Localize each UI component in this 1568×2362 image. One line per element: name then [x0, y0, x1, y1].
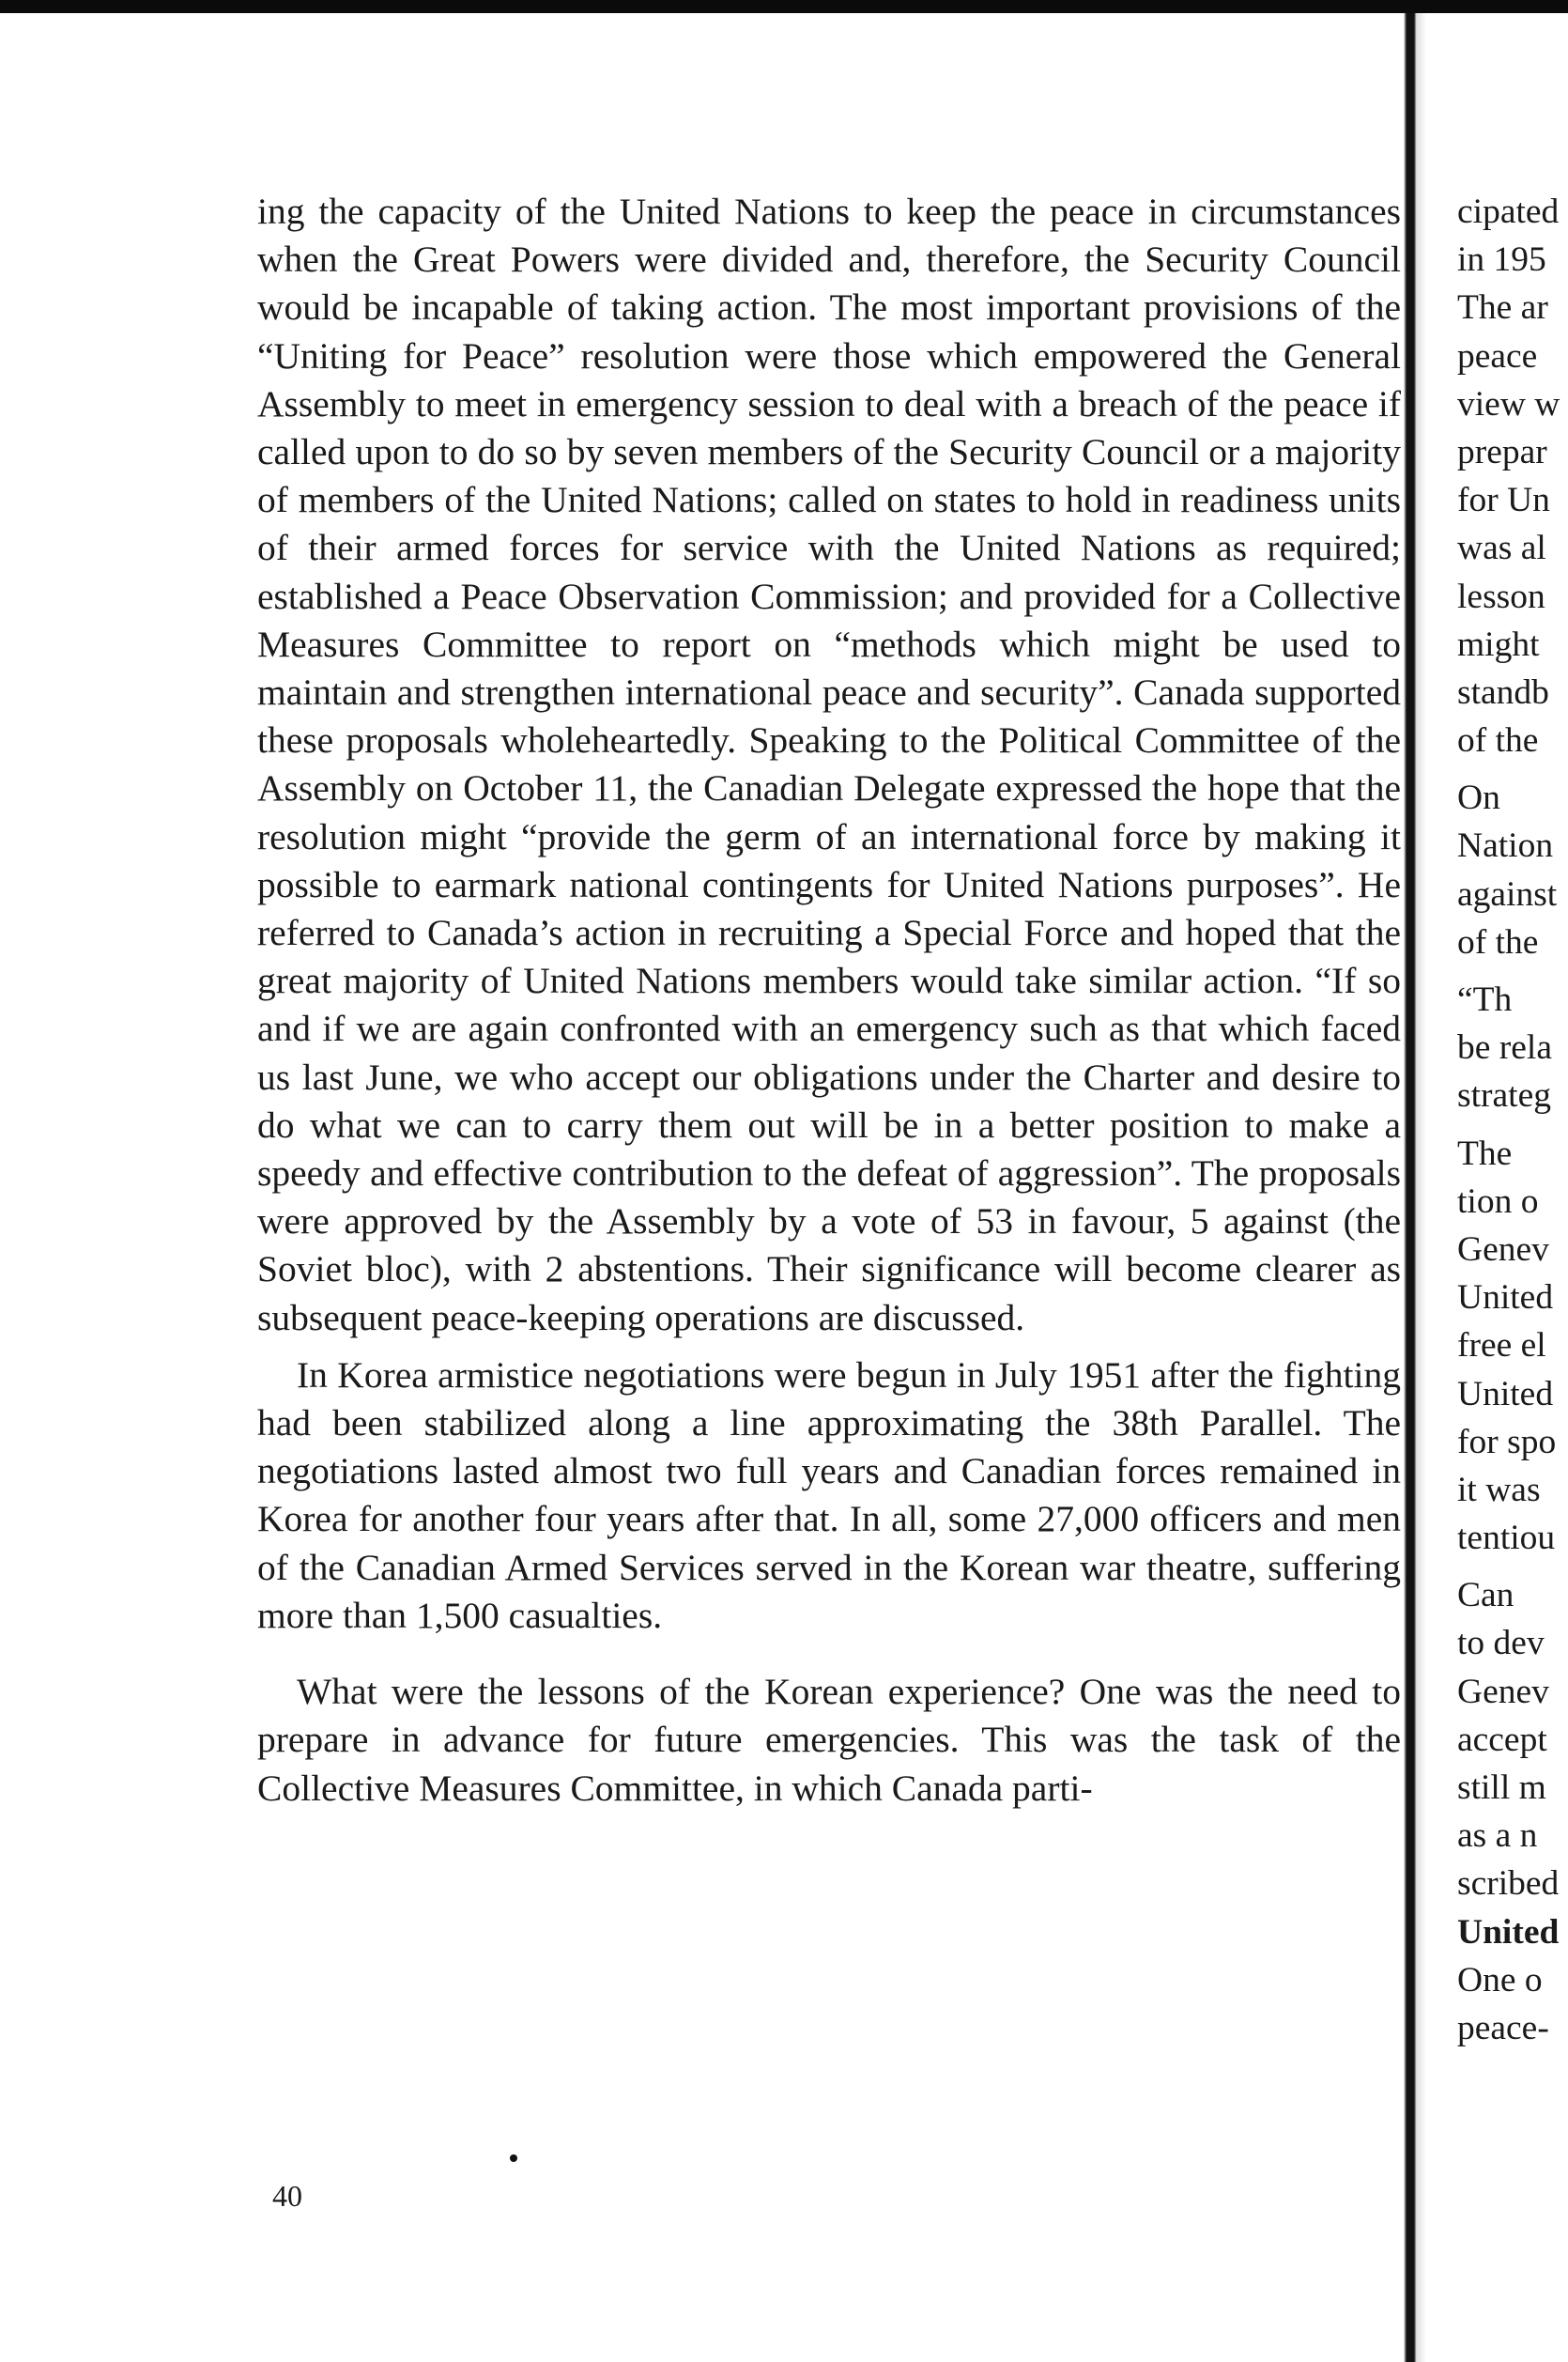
right-line: tion o: [1457, 1181, 1539, 1221]
paragraph-uniting-for-peace: ing the capacity of the United Nations to keep the peace in circumstances when the Great Powers were divided and, therefore, the Security Council would be incapable of taking action. The most important provisions of the “Uniting for Peace” resolution were those which empowered the General Assembly to meet in emergency session to deal with a breach of the peace if called upon to do so by seven members of the Security Council or a majority of members of the United Nations; called on states to hold in readiness units of their armed forces for service with the United Nations as required; established a Peace Observation Commission; and provided for a Collective Measures Committee to report on “methods which might be used to maintain and strengthen international peace and security”. Canada supported these proposals wholeheartedly. Speaking to the Political Committee of the Assembly on October 11, the Canadian Delegate expressed the hope that the resolution might “provide the germ of an international force by making it possible to earmark national contingents for United Nations purposes”. He referred to Canada’s action in recruiting a Special Force and hoped that the great majority of United Nations members would take similar action. “If so and if we are again confronted with an emergency such as that which faced us last June, we who accept our obligations under the Charter and desire to do what we can to carry them out will be in a better position to make a speedy and effective contribution to the defeat of aggression”. The proposals were approved by the Assembly by a vote of 53 in favour, 5 against (the Soviet bloc), with 2 abstentions. Their significance will become clearer as subsequent peace-keeping operations are discussed.: [257, 191, 1401, 1338]
right-line: United: [1457, 1374, 1554, 1413]
right-line: against: [1457, 874, 1558, 914]
right-text-column-cropped: [1457, 188, 1568, 2052]
right-line: On: [1457, 779, 1500, 818]
right-line-heading: United: [1457, 1912, 1560, 1952]
ink-speck: [510, 2154, 517, 2162]
right-line: be rela: [1457, 1028, 1552, 1068]
right-line: still m: [1457, 1768, 1546, 1807]
right-line: view w: [1457, 384, 1560, 424]
right-line: strateg: [1457, 1076, 1551, 1116]
right-line: lesson: [1457, 577, 1545, 616]
right-line: The: [1457, 1134, 1513, 1173]
right-line: for spo: [1457, 1422, 1557, 1461]
paragraph-korean-lessons: What were the lessons of the Korean experience? One was the need to prepare in advance for future emergencies. This was the task of the Collective Measures Committee, in which Canada parti-: [257, 1671, 1401, 1809]
right-line: accept: [1457, 1720, 1547, 1759]
top-page-edge: [0, 0, 1568, 13]
right-line: “Th: [1457, 980, 1513, 1019]
right-line: The ar: [1457, 288, 1548, 328]
right-line: standb: [1457, 672, 1549, 712]
gutter-shadow: [1417, 13, 1426, 2362]
right-line: for Un: [1457, 481, 1550, 520]
right-line: was al: [1457, 529, 1546, 568]
right-line: of the: [1457, 721, 1539, 761]
right-line: might: [1457, 625, 1540, 664]
paragraph-korea-armistice: In Korea armistice negotiations were begun in July 1951 after the fighting had been stabilized along a line approximating the 38th Parallel. The negotiations lasted almost two full years and Canadian forces remained in Korea for another four years after that. In all, some 27,000 officers and men of the Canadian Armed Services served in the Korean war theatre, suffering more than 1,500 casualties.: [257, 1353, 1401, 1636]
left-text-column: [257, 188, 1401, 1813]
right-line: it was: [1457, 1470, 1541, 1509]
right-line: Nation: [1457, 826, 1554, 866]
right-line: peace-: [1457, 2008, 1549, 2047]
right-line: United: [1457, 1278, 1554, 1318]
right-line: in 195: [1457, 240, 1546, 280]
right-line: peace: [1457, 336, 1538, 376]
right-line: scribed: [1457, 1864, 1560, 1904]
right-line: prepar: [1457, 432, 1547, 471]
right-line: One o: [1457, 1960, 1543, 1999]
right-line: Can: [1457, 1576, 1514, 1615]
right-line: cipated: [1457, 193, 1560, 231]
right-line: tentiou: [1457, 1519, 1556, 1558]
right-line: of the: [1457, 922, 1539, 962]
book-spine-gutter: [1404, 13, 1417, 2362]
page-number: 40: [272, 2179, 302, 2213]
right-line: Genev: [1457, 1229, 1549, 1269]
right-line: free el: [1457, 1326, 1546, 1366]
right-line: Genev: [1457, 1672, 1549, 1711]
right-line: to dev: [1457, 1624, 1545, 1663]
right-line: as a n: [1457, 1816, 1538, 1856]
